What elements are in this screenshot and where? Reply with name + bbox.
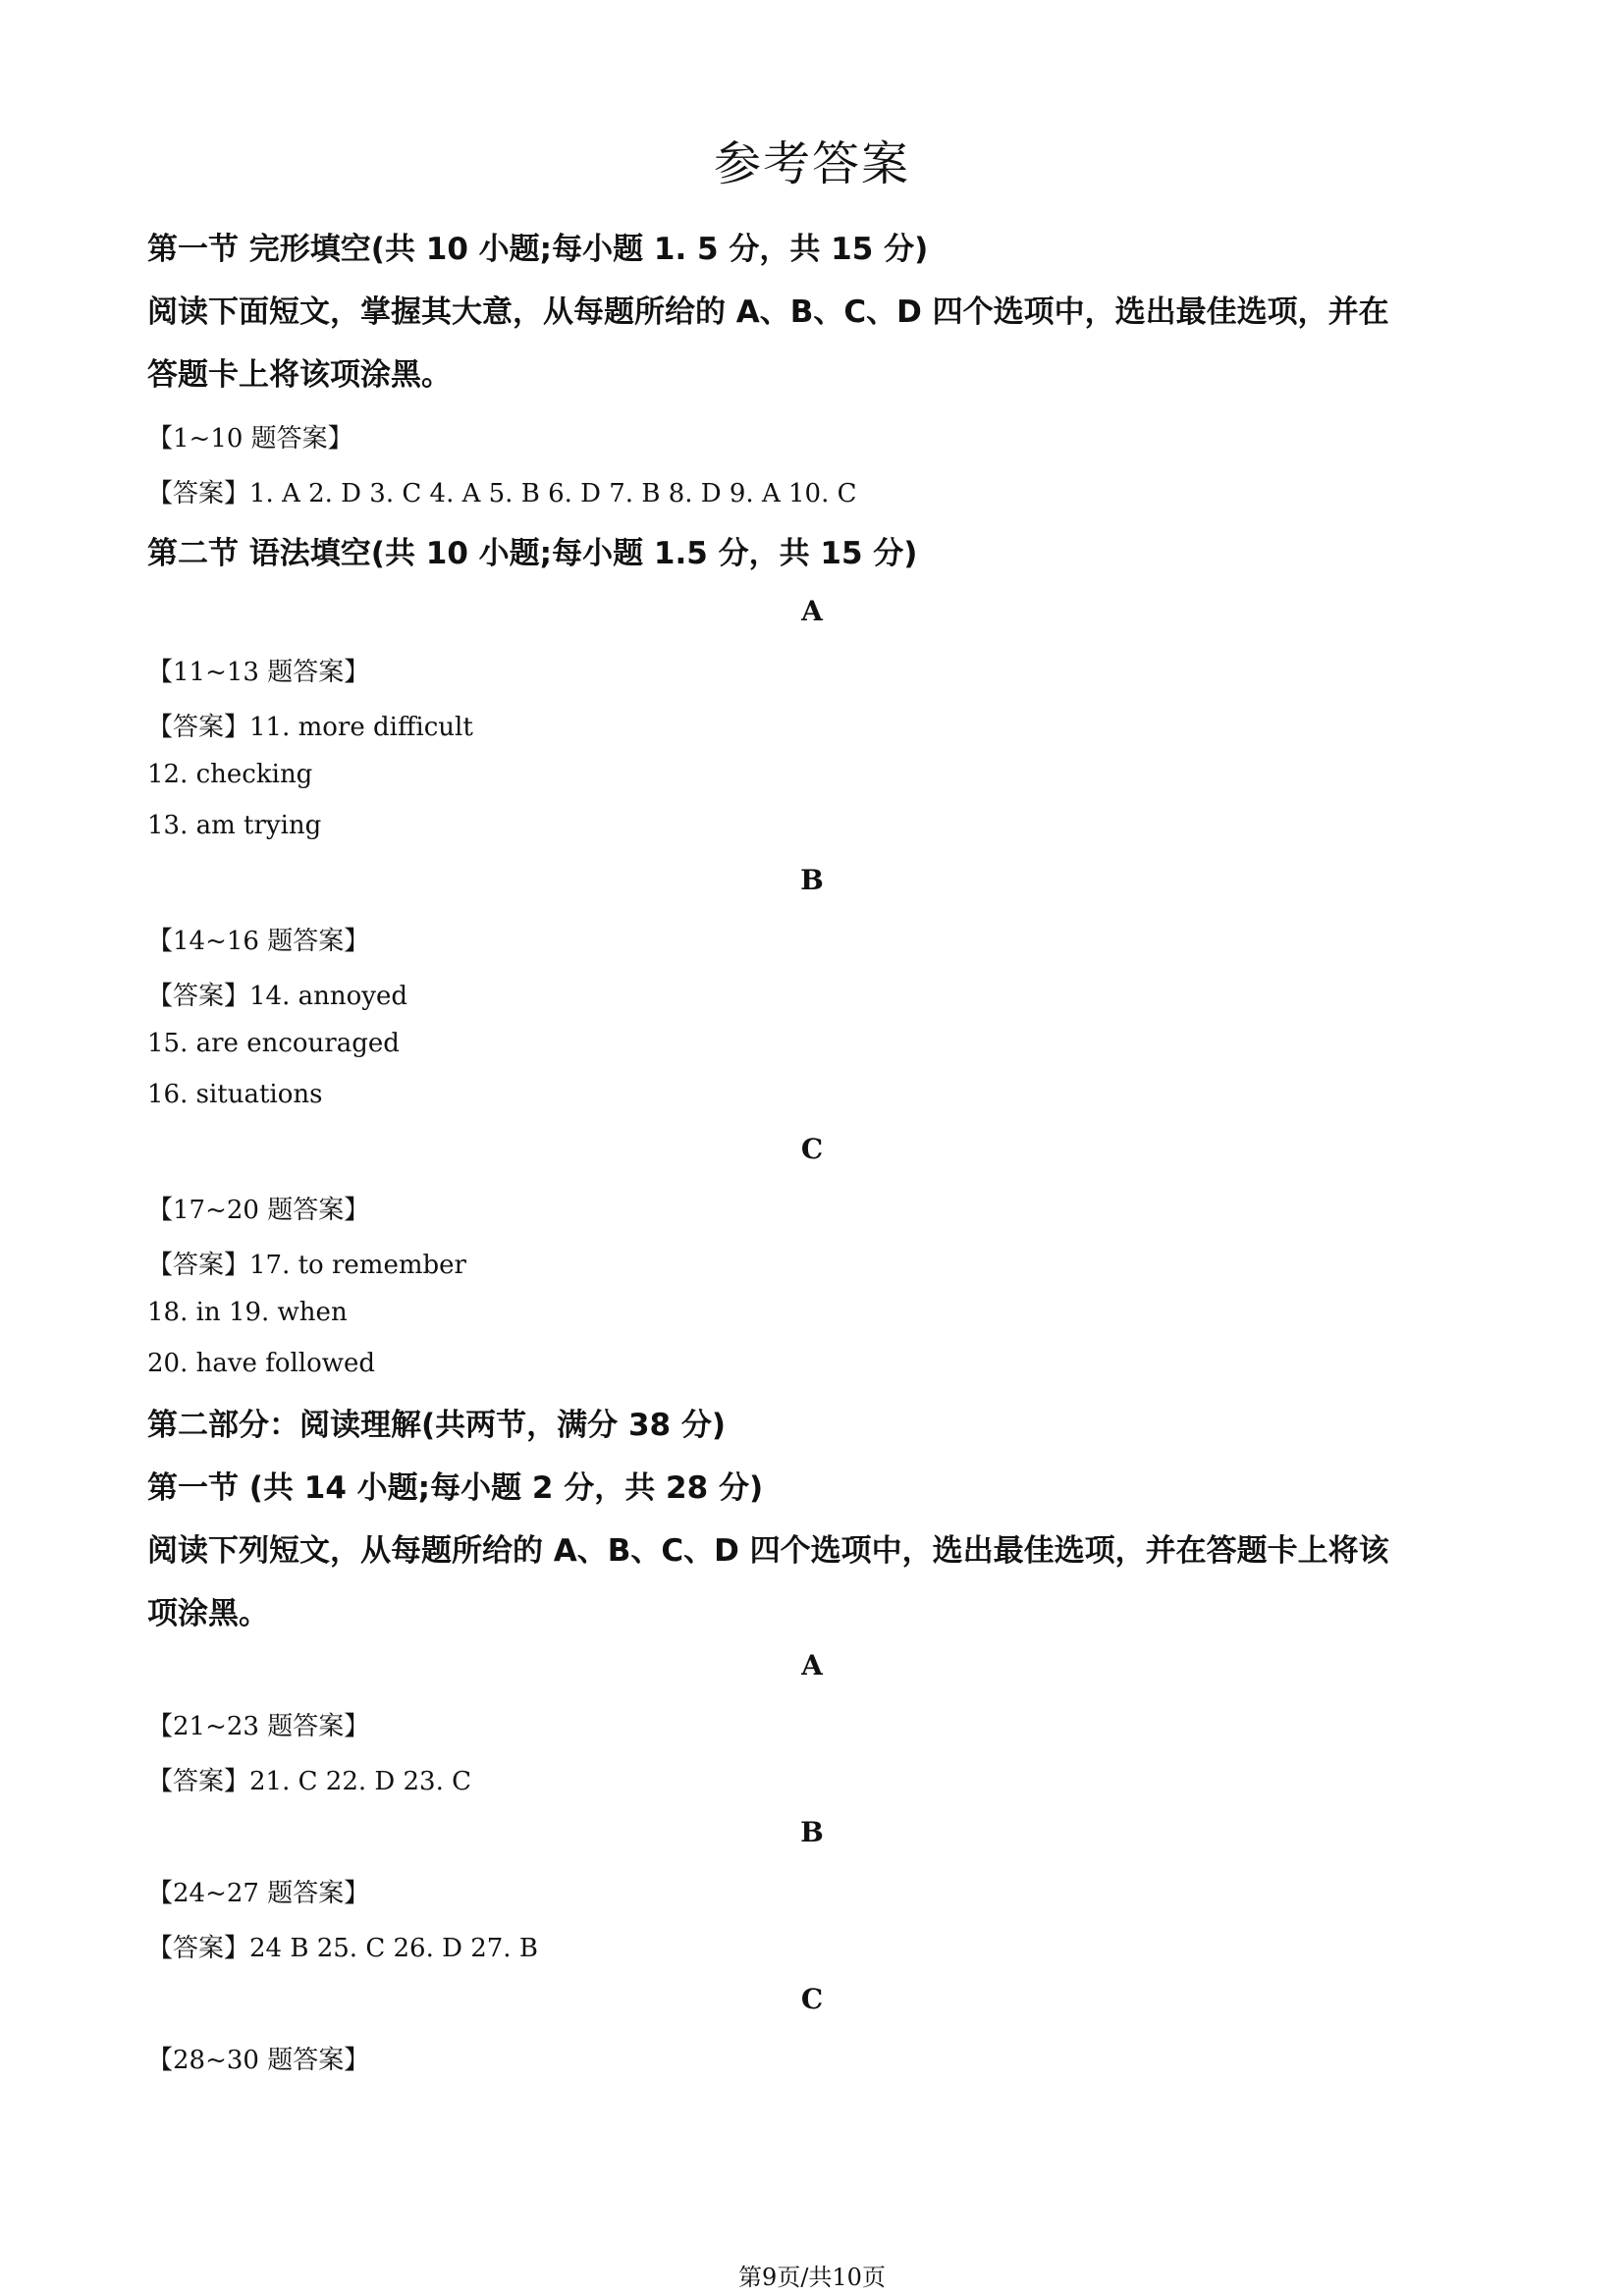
part2-instruction-line1: 阅读下列短文，从每题所给的 A、B、C、D 四个选项中，选出最佳选项，并在答题卡上将该 (147, 1533, 1389, 1569)
section2-passage-a-line1: 【答案】11. more difficult (147, 713, 473, 742)
section2-passage-c-group-label: 【17~20 题答案】 (147, 1196, 370, 1225)
section2-passage-c-letter: C (800, 1133, 824, 1165)
section2-passage-a-group-label: 【11~13 题答案】 (147, 658, 370, 687)
section1-instruction-line1: 阅读下面短文，掌握其大意，从每题所给的 A、B、C、D 四个选项中，选出最佳选项，并在 (147, 294, 1389, 330)
part2-passage-b-answers: 【答案】24 B 25. C 26. D 27. B (147, 1934, 538, 1963)
section2-heading: 第二节 语法填空(共 10 小题;每小题 1.5 分，共 15 分) (147, 536, 918, 571)
section2-passage-c-line1: 【答案】17. to remember (147, 1251, 466, 1280)
section2-passage-a-line3: 13. am trying (147, 811, 322, 840)
section2-passage-a-line2: 12. checking (147, 760, 313, 789)
page-title: 参考答案 (713, 136, 910, 191)
section1-instruction-line2: 答题卡上将该项涂黑。 (147, 357, 452, 393)
part2-instruction-line2: 项涂黑。 (147, 1596, 269, 1631)
section2-passage-b-line2: 15. are encouraged (147, 1029, 400, 1058)
part2-passage-a-letter: A (801, 1649, 823, 1682)
section2-passage-b-letter: B (800, 864, 824, 896)
section2-passage-c-line3: 20. have followed (147, 1349, 376, 1378)
section1-answers: 【答案】1. A 2. D 3. C 4. A 5. B 6. D 7. B 8. D 9. A 10. C (147, 479, 857, 508)
part2-passage-c-group-label: 【28~30 题答案】 (147, 2046, 370, 2075)
part2-passage-b-group-label: 【24~27 题答案】 (147, 1879, 370, 1908)
section2-passage-b-line1: 【答案】14. annoyed (147, 982, 407, 1011)
part2-passage-b-letter: B (800, 1816, 824, 1848)
section2-passage-c-line2: 18. in 19. when (147, 1298, 348, 1327)
section1-group-label: 【1~10 题答案】 (147, 424, 353, 454)
section2-passage-a-letter: A (801, 595, 823, 627)
page-number-footer: 第9页/共10页 (738, 2264, 886, 2291)
part2-section1-heading: 第一节 (共 14 小题;每小题 2 分，共 28 分) (147, 1470, 764, 1506)
section2-passage-b-line3: 16. situations (147, 1080, 323, 1109)
section2-passage-b-group-label: 【14~16 题答案】 (147, 927, 370, 956)
section1-heading: 第一节 完形填空(共 10 小题;每小题 1. 5 分，共 15 分) (147, 232, 929, 267)
part2-heading: 第二部分：阅读理解(共两节，满分 38 分) (147, 1408, 727, 1443)
part2-passage-a-answers: 【答案】21. C 22. D 23. C (147, 1767, 472, 1796)
part2-passage-a-group-label: 【21~23 题答案】 (147, 1712, 370, 1741)
part2-passage-c-letter: C (800, 1983, 824, 2015)
